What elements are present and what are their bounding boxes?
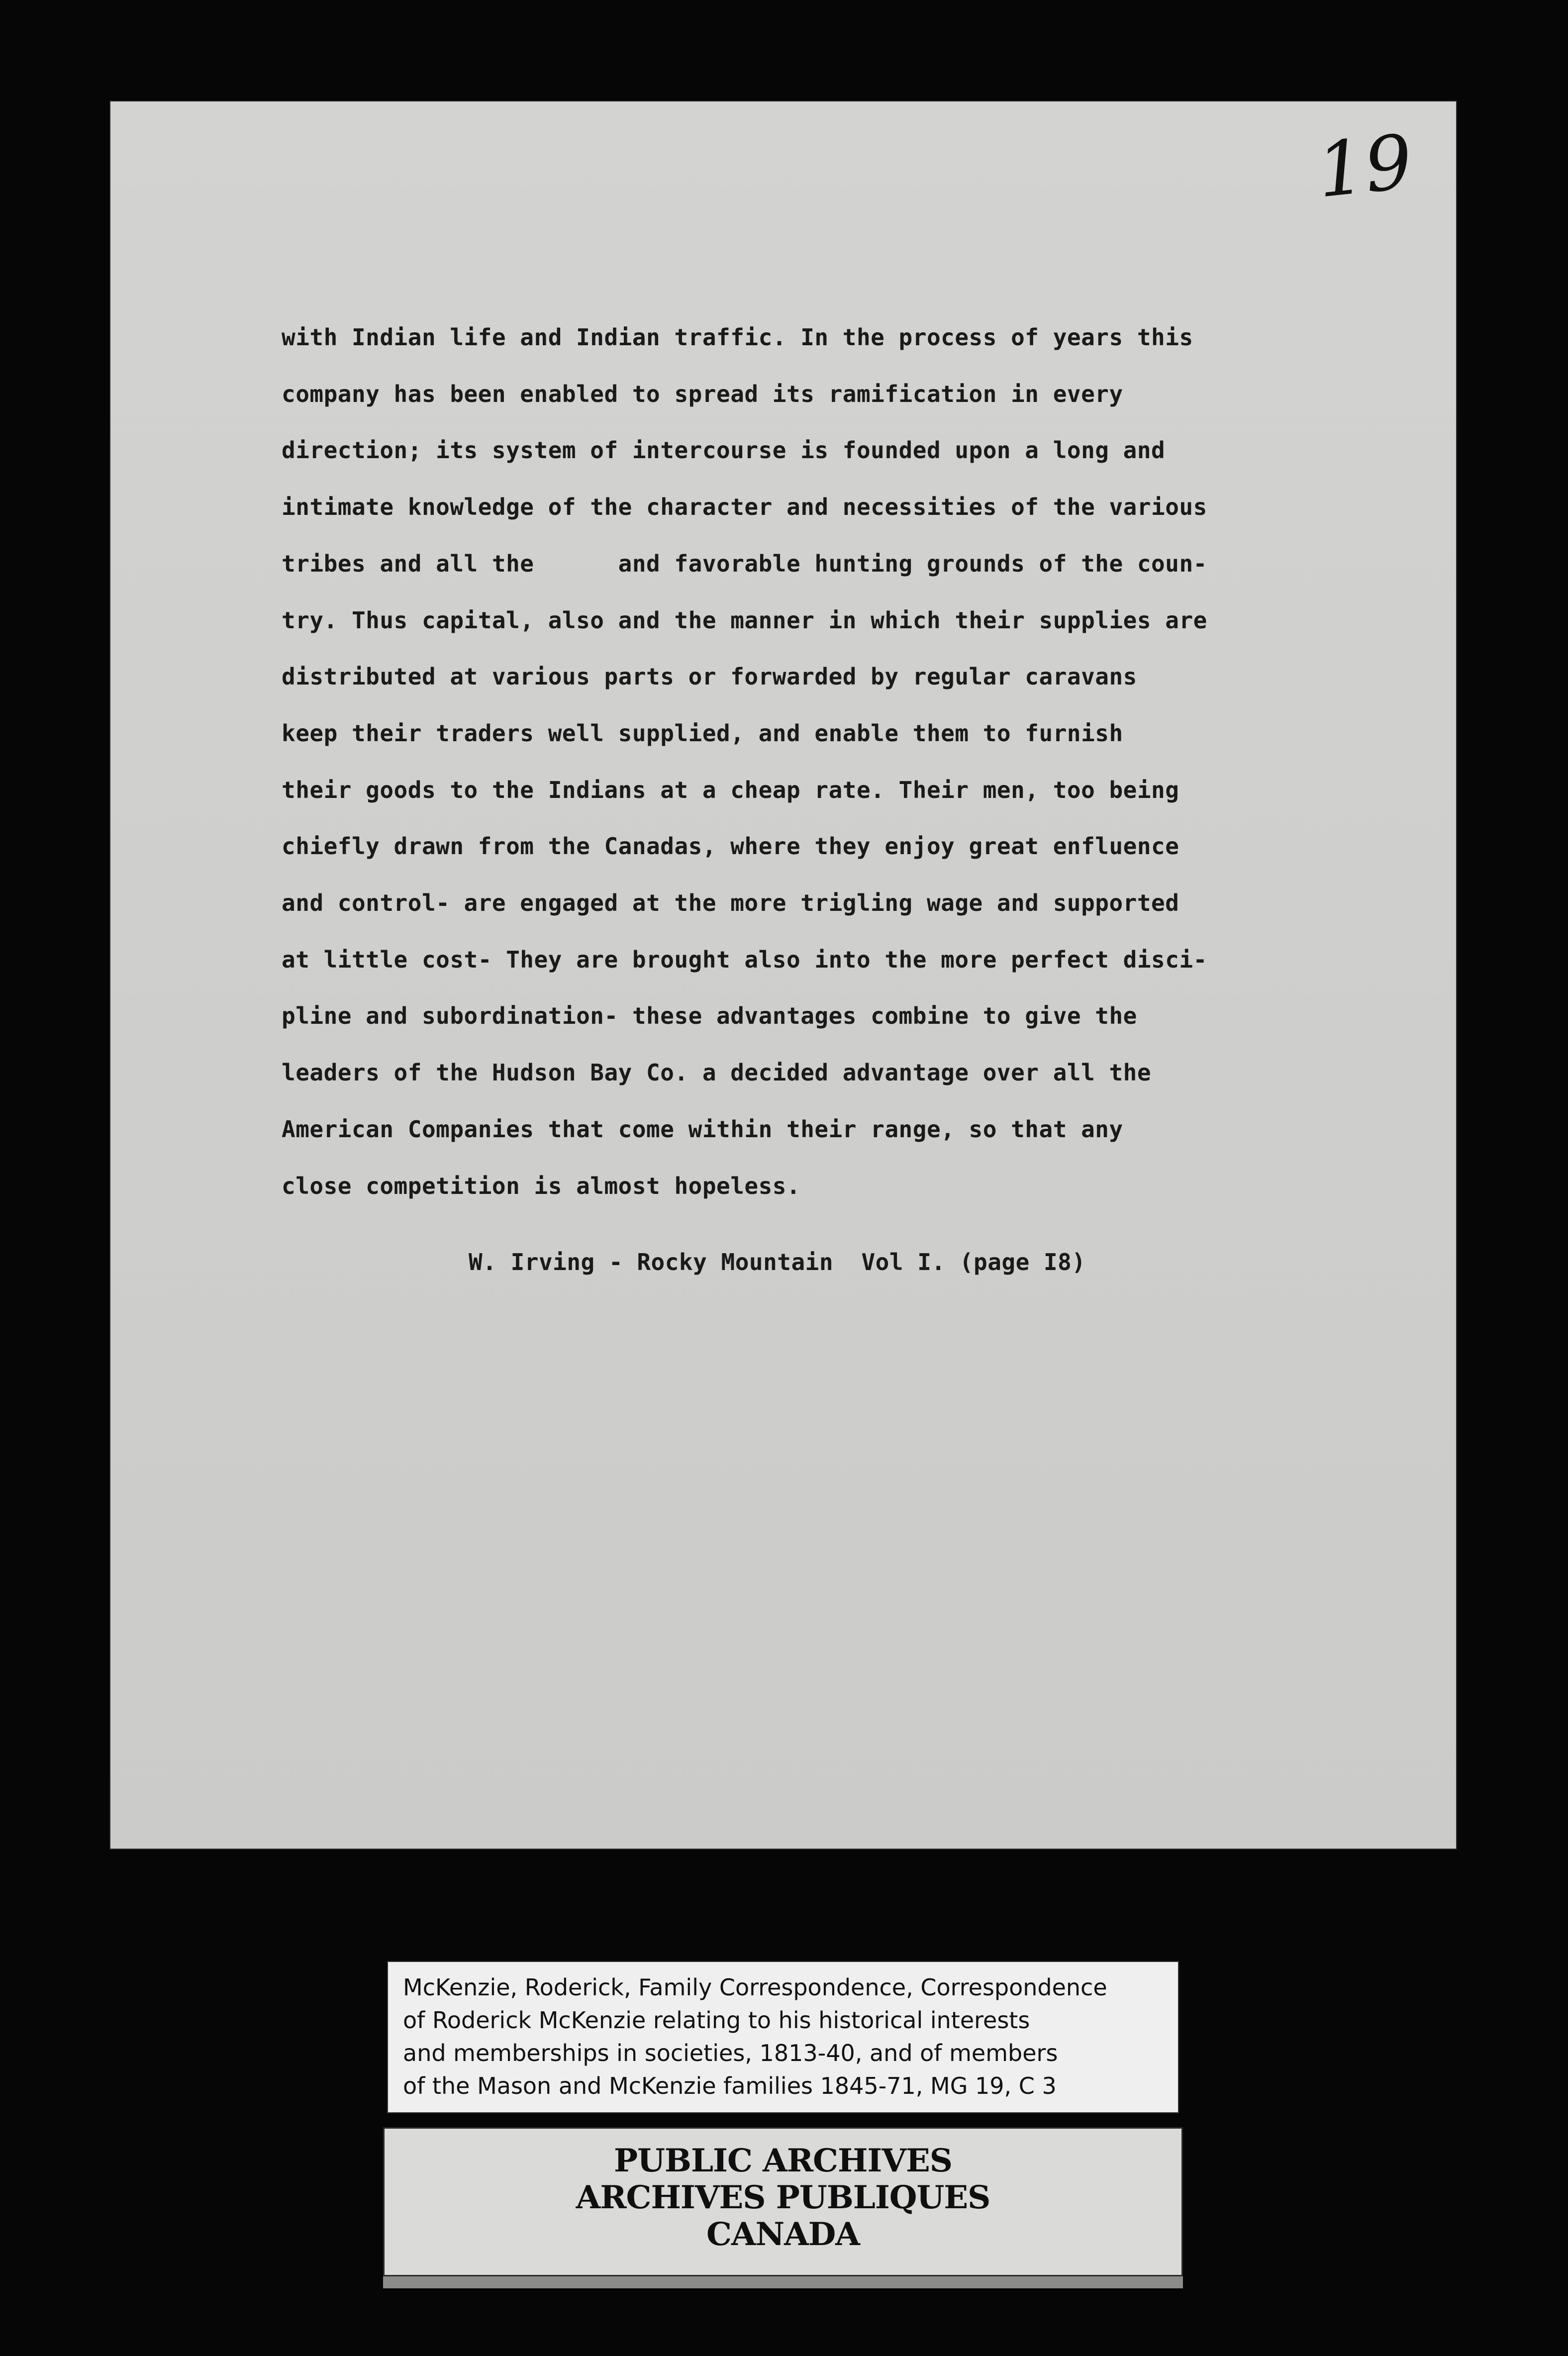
label-line: of Roderick McKenzie relating to his historical interests bbox=[403, 2007, 1030, 2034]
label-line: of the Mason and McKenzie families 1845-71, MG 19, C 3 bbox=[403, 2072, 1057, 2099]
label-line: and memberships in societies, 1813-40, and of members bbox=[403, 2040, 1058, 2066]
document-line: at little cost- They are brought also into the more perfect disci- bbox=[282, 946, 1207, 973]
document-line: leaders of the Hudson Bay Co. a decided advantage over all the bbox=[282, 1059, 1152, 1086]
document-line: American Companies that come within their range, so that any bbox=[282, 1115, 1123, 1143]
document-line: with Indian life and Indian traffic. In the process of years this bbox=[282, 324, 1193, 351]
document-page bbox=[110, 101, 1456, 1849]
document-line: their goods to the Indians at a cheap rate. Their men, too being bbox=[282, 776, 1179, 803]
document-line: try. Thus capital, also and the manner in which their supplies are bbox=[282, 606, 1207, 634]
document-line: distributed at various parts or forwarded by regular caravans bbox=[282, 663, 1137, 690]
document-line: direction; its system of intercourse is founded upon a long and bbox=[282, 437, 1166, 464]
document-line: chiefly drawn from the Canadas, where they enjoy great enfluence bbox=[282, 833, 1179, 860]
document-line: keep their traders well supplied, and enable them to furnish bbox=[282, 719, 1123, 747]
archive-collection-label bbox=[387, 1961, 1179, 2113]
stamp-edge-divider bbox=[383, 2276, 1183, 2288]
archive-stamp bbox=[383, 2127, 1183, 2276]
document-line: company has been enabled to spread its ramification in every bbox=[282, 380, 1123, 407]
stamp-line-2: ARCHIVES PUBLIQUES bbox=[576, 2179, 990, 2216]
document-line: pline and subordination- these advantages combine to give the bbox=[282, 1002, 1137, 1030]
document-line: intimate knowledge of the character and necessities of the various bbox=[282, 493, 1207, 521]
page-number: 19 bbox=[1313, 118, 1417, 215]
document-line: close competition is almost hopeless. bbox=[282, 1172, 801, 1199]
stamp-line-3: CANADA bbox=[706, 2216, 860, 2253]
label-line: McKenzie, Roderick, Family Correspondence, Correspondence bbox=[403, 1974, 1107, 2001]
stamp-line-1: PUBLIC ARCHIVES bbox=[613, 2142, 953, 2179]
document-body bbox=[282, 309, 1426, 1214]
document-line: and control- are engaged at the more trigling wage and supported bbox=[282, 889, 1179, 917]
citation: W. Irving - Rocky Mountain Vol I. (page I8) bbox=[469, 1249, 1086, 1276]
document-line: tribes and all the and favorable hunting grounds of the coun- bbox=[282, 550, 1207, 577]
